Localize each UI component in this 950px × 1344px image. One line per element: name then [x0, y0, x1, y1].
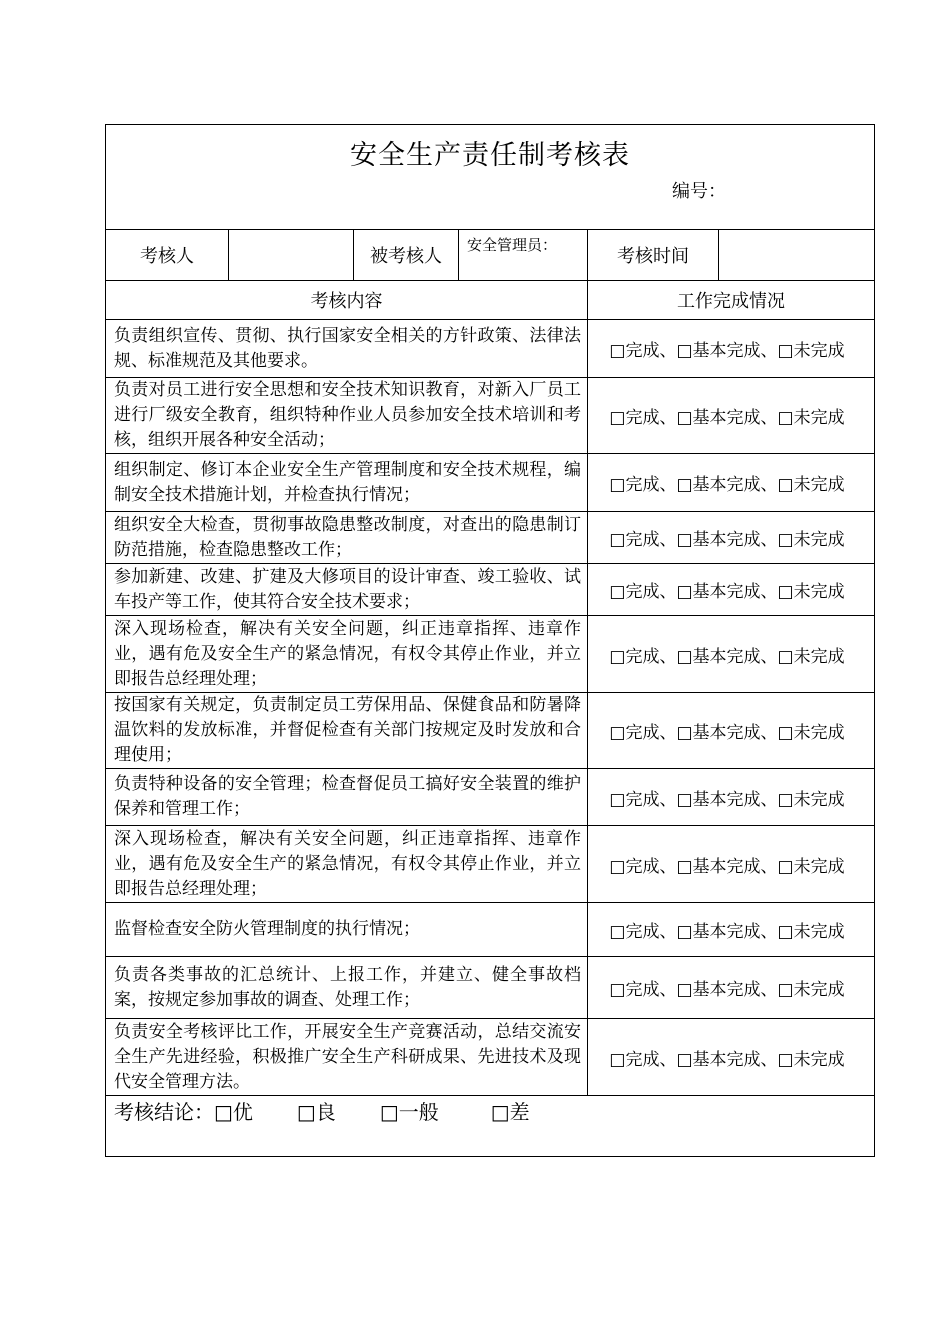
status-options[interactable]: □完成、□基本完成、□未完成	[609, 1049, 845, 1070]
table-row	[106, 957, 874, 1019]
table-row	[106, 1019, 874, 1096]
row-content: 深入现场检查，解决有关安全问题，纠正违章指挥、违章作业，遇有危及安全生产的紧急情况，有权令其停止作业，并立即报告总经理处理；	[106, 616, 588, 692]
form-title: 安全生产责任制考核表	[350, 140, 630, 171]
status-options[interactable]: □完成、□基本完成、□未完成	[609, 475, 845, 495]
table-row	[106, 378, 874, 454]
status-options[interactable]: □完成、□基本完成、□未完成	[609, 723, 845, 743]
conclusion-option-good[interactable]: □良	[296, 1100, 336, 1124]
row-content: 按国家有关规定，负责制定员工劳保用品、保健食品和防暑降温饮料的发放标准，并督促检查有关部门按规定及时发放和合理使用；	[106, 693, 588, 768]
status-options[interactable]: □完成、□基本完成、□未完成	[609, 646, 845, 667]
assessor-label: 考核人	[106, 230, 229, 280]
row-status[interactable]	[588, 320, 874, 377]
row-status[interactable]	[588, 616, 874, 692]
row-content: 深入现场检查，解决有关安全问题，纠正违章指挥、违章作业，遇有危及安全生产的紧急情况，有权令其停止作业，并立即报告总经理处理；	[106, 826, 588, 902]
row-status[interactable]	[588, 564, 874, 615]
row-status[interactable]	[588, 378, 874, 453]
info-row	[106, 230, 874, 281]
table-row	[106, 320, 874, 378]
conclusion-option-excellent[interactable]: □优	[214, 1100, 253, 1124]
time-label: 考核时间	[588, 230, 719, 280]
row-status[interactable]	[588, 903, 874, 956]
content-header: 考核内容	[106, 281, 588, 319]
row-status[interactable]	[588, 826, 874, 902]
table-row	[106, 769, 874, 826]
title-block	[106, 125, 874, 230]
status-options[interactable]: □完成、□基本完成、□未完成	[609, 582, 845, 602]
status-options[interactable]: □完成、□基本完成、□未完成	[609, 341, 845, 361]
status-options[interactable]: □完成、□基本完成、□未完成	[609, 789, 845, 810]
table-row	[106, 454, 874, 512]
status-options[interactable]: □完成、□基本完成、□未完成	[609, 408, 845, 428]
row-status[interactable]	[588, 769, 874, 825]
status-options[interactable]: □完成、□基本完成、□未完成	[609, 856, 845, 877]
row-status[interactable]	[588, 512, 874, 563]
table-row	[106, 512, 874, 564]
row-status[interactable]	[588, 693, 874, 768]
row-content: 负责各类事故的汇总统计、上报工作，并建立、健全事故档案，按规定参加事故的调查、处理工作；	[106, 957, 588, 1018]
table-row	[106, 616, 874, 693]
status-options[interactable]: □完成、□基本完成、□未完成	[609, 922, 845, 942]
table-row	[106, 564, 874, 616]
status-options[interactable]: □完成、□基本完成、□未完成	[609, 530, 845, 550]
conclusion-option-average[interactable]: □一般	[379, 1100, 439, 1124]
conclusion-option-poor[interactable]: □差	[490, 1100, 530, 1124]
conclusion-row	[106, 1096, 874, 1156]
row-content: 负责对员工进行安全思想和安全技术知识教育，对新入厂员工进行厂级安全教育，组织特种作业人员参加安全技术培训和考核，组织开展各种安全活动；	[106, 378, 588, 453]
row-status[interactable]	[588, 454, 874, 511]
row-status[interactable]	[588, 1019, 874, 1095]
row-content: 监督检查安全防火管理制度的执行情况；	[106, 903, 588, 956]
row-content: 负责组织宣传、贯彻、执行国家安全相关的方针政策、法律法规、标准规范及其他要求。	[106, 320, 588, 377]
form-number-label: 编号：	[672, 181, 726, 202]
assessee-label: 被考核人	[354, 230, 459, 280]
time-value[interactable]	[719, 230, 874, 280]
status-header: 工作完成情况	[677, 291, 785, 312]
conclusion-label: 考核结论：	[114, 1100, 214, 1124]
table-row	[106, 826, 874, 903]
safety-manager-label: 安全管理员：	[459, 230, 588, 280]
table-row	[106, 693, 874, 769]
assessment-form	[105, 124, 875, 1157]
conclusion-line	[114, 1096, 530, 1125]
row-content: 组织安全大检查，贯彻事故隐患整改制度，对查出的隐患制订防范措施，检查隐患整改工作；	[106, 512, 588, 563]
table-header	[106, 281, 874, 320]
row-content: 负责特种设备的安全管理；检查督促员工搞好安全装置的维护保养和管理工作；	[106, 769, 588, 825]
row-content: 参加新建、改建、扩建及大修项目的设计审查、竣工验收、试车投产等工作，使其符合安全技术要求；	[106, 564, 588, 615]
row-content: 负责安全考核评比工作，开展安全生产竞赛活动，总结交流安全生产先进经验，积极推广安全生产科研成果、先进技术及现代安全管理方法。	[106, 1019, 588, 1095]
status-options[interactable]: □完成、□基本完成、□未完成	[609, 980, 845, 1000]
row-status[interactable]	[588, 957, 874, 1018]
assessor-value[interactable]	[229, 230, 354, 280]
row-content: 组织制定、修订本企业安全生产管理制度和安全技术规程，编制安全技术措施计划，并检查执行情况；	[106, 454, 588, 511]
table-row	[106, 903, 874, 957]
